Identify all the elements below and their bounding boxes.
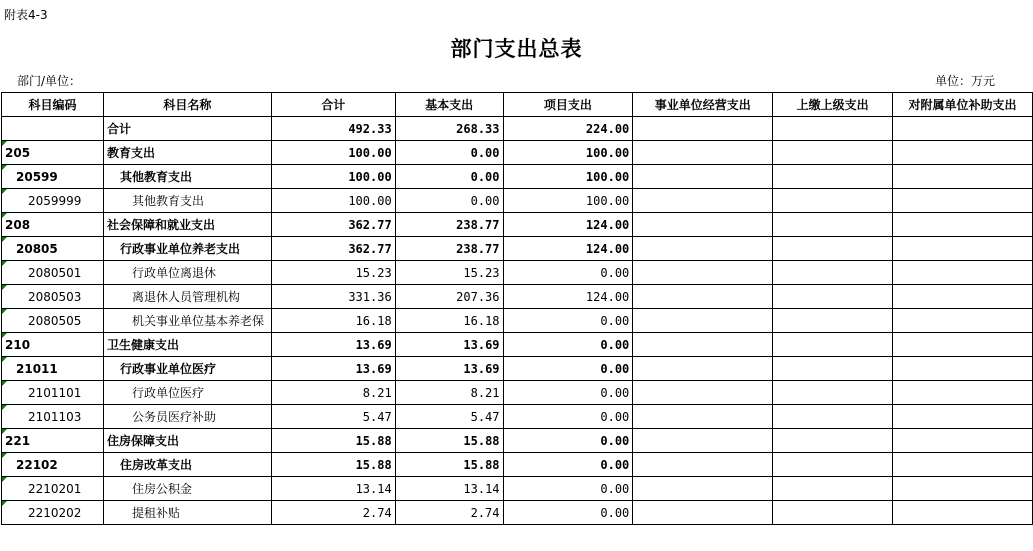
cell-marker-icon xyxy=(2,501,7,506)
cell-total[interactable]: 15.88 xyxy=(271,453,395,477)
cell-code[interactable] xyxy=(2,141,104,165)
cell-business[interactable] xyxy=(633,453,773,477)
cell-name[interactable]: 卫生健康支出 xyxy=(103,333,271,357)
table-row xyxy=(2,501,1033,525)
cell-remit[interactable] xyxy=(773,285,893,309)
cell-remit[interactable] xyxy=(773,477,893,501)
page-title: 部门支出总表 xyxy=(450,37,583,61)
col-header-project[interactable]: 项目支出 xyxy=(503,93,633,117)
cell-project[interactable]: 0.00 xyxy=(503,333,633,357)
cell-basic[interactable]: 16.18 xyxy=(395,309,503,333)
cell-code[interactable] xyxy=(2,501,104,525)
table-row xyxy=(2,165,1033,189)
cell-project[interactable]: 0.00 xyxy=(503,381,633,405)
cell-code-text: 20805 xyxy=(16,241,58,256)
cell-total[interactable]: 13.14 xyxy=(271,477,395,501)
cell-name[interactable]: 行政事业单位医疗 xyxy=(103,357,271,381)
cell-total[interactable]: 16.18 xyxy=(271,309,395,333)
cell-marker-icon xyxy=(2,333,7,338)
cell-code-text: 21011 xyxy=(16,361,58,376)
cell-project[interactable]: 0.00 xyxy=(503,501,633,525)
table-row xyxy=(2,141,1033,165)
cell-project[interactable]: 0.00 xyxy=(503,357,633,381)
cell-remit[interactable] xyxy=(773,381,893,405)
table-row xyxy=(2,261,1033,285)
cell-code-text: 2080501 xyxy=(28,265,82,280)
cell-basic[interactable]: 2.74 xyxy=(395,501,503,525)
cell-name[interactable]: 教育支出 xyxy=(103,141,271,165)
cell-code-text: 221 xyxy=(5,433,31,448)
col-header-subsidy[interactable]: 对附属单位补助支出 xyxy=(893,93,1033,117)
cell-subsidy[interactable] xyxy=(893,141,1033,165)
cell-total[interactable]: 100.00 xyxy=(271,141,395,165)
cell-basic[interactable]: 15.88 xyxy=(395,453,503,477)
cell-subsidy[interactable] xyxy=(893,429,1033,453)
cell-name[interactable]: 住房公积金 xyxy=(103,477,271,501)
cell-name[interactable]: 提租补贴 xyxy=(103,501,271,525)
table-row xyxy=(2,477,1033,501)
cell-remit[interactable] xyxy=(773,237,893,261)
cell-name[interactable]: 行政事业单位养老支出 xyxy=(103,237,271,261)
cell-code-text: 20599 xyxy=(16,169,58,184)
cell-name[interactable]: 公务员医疗补助 xyxy=(103,405,271,429)
cell-total[interactable]: 100.00 xyxy=(271,189,395,213)
table-row xyxy=(2,333,1033,357)
cell-name[interactable]: 机关事业单位基本养老保 xyxy=(103,309,271,333)
cell-remit[interactable] xyxy=(773,189,893,213)
expenditure-table xyxy=(1,92,1033,525)
cell-code-text: 2210202 xyxy=(28,505,82,520)
cell-name[interactable]: 社会保障和就业支出 xyxy=(103,213,271,237)
table-row xyxy=(2,189,1033,213)
cell-subsidy[interactable] xyxy=(893,309,1033,333)
cell-subsidy[interactable] xyxy=(893,453,1033,477)
cell-code[interactable] xyxy=(2,117,104,141)
table-row xyxy=(2,237,1033,261)
cell-marker-icon xyxy=(2,429,7,434)
cell-marker-icon xyxy=(2,477,7,482)
cell-total[interactable]: 2.74 xyxy=(271,501,395,525)
cell-project[interactable]: 100.00 xyxy=(503,165,633,189)
cell-remit[interactable] xyxy=(773,261,893,285)
cell-subsidy[interactable] xyxy=(893,189,1033,213)
cell-marker-icon xyxy=(2,285,7,290)
cell-subsidy[interactable] xyxy=(893,477,1033,501)
cell-name[interactable]: 其他教育支出 xyxy=(103,165,271,189)
cell-marker-icon xyxy=(2,261,7,266)
cell-marker-icon xyxy=(2,309,7,314)
cell-code-text: 2080505 xyxy=(28,313,82,328)
col-header-name[interactable]: 科目名称 xyxy=(103,93,271,117)
cell-code[interactable] xyxy=(2,333,104,357)
cell-marker-icon xyxy=(2,381,7,386)
cell-basic[interactable]: 13.69 xyxy=(395,333,503,357)
cell-remit[interactable] xyxy=(773,501,893,525)
cell-subsidy[interactable] xyxy=(893,237,1033,261)
cell-marker-icon xyxy=(2,213,7,218)
cell-code-text: 2101101 xyxy=(28,385,82,400)
cell-business[interactable] xyxy=(633,213,773,237)
table-row xyxy=(2,309,1033,333)
cell-remit[interactable] xyxy=(773,333,893,357)
cell-marker-icon xyxy=(2,237,7,242)
cell-code-text: 2101103 xyxy=(28,409,82,424)
cell-marker-icon xyxy=(2,453,7,458)
cell-business[interactable] xyxy=(633,405,773,429)
cell-name[interactable]: 行政单位离退休 xyxy=(103,261,271,285)
cell-project[interactable]: 0.00 xyxy=(503,453,633,477)
cell-business[interactable] xyxy=(633,309,773,333)
cell-code[interactable] xyxy=(2,357,104,381)
cell-remit[interactable] xyxy=(773,453,893,477)
cell-project[interactable]: 124.00 xyxy=(503,213,633,237)
table-row xyxy=(2,429,1033,453)
cell-project[interactable]: 0.00 xyxy=(503,477,633,501)
cell-subsidy[interactable] xyxy=(893,285,1033,309)
cell-marker-icon xyxy=(2,357,7,362)
cell-business[interactable] xyxy=(633,117,773,141)
cell-total[interactable]: 492.33 xyxy=(271,117,395,141)
unit-label: 单位：万元 xyxy=(934,74,995,88)
cell-code[interactable] xyxy=(2,453,104,477)
cell-code[interactable] xyxy=(2,165,104,189)
cell-name[interactable]: 住房改革支出 xyxy=(103,453,271,477)
cell-total[interactable]: 362.77 xyxy=(271,213,395,237)
cell-code-text: 22102 xyxy=(16,457,58,472)
cell-subsidy[interactable] xyxy=(893,381,1033,405)
cell-basic[interactable]: 0.00 xyxy=(395,165,503,189)
cell-total[interactable]: 331.36 xyxy=(271,285,395,309)
cell-remit[interactable] xyxy=(773,213,893,237)
cell-marker-icon xyxy=(2,405,7,410)
cell-remit[interactable] xyxy=(773,165,893,189)
cell-code[interactable] xyxy=(2,213,104,237)
cell-name[interactable]: 合计 xyxy=(103,117,271,141)
cell-business[interactable] xyxy=(633,357,773,381)
cell-basic[interactable]: 268.33 xyxy=(395,117,503,141)
cell-basic[interactable]: 8.21 xyxy=(395,381,503,405)
annex-label: 附表4-3 xyxy=(4,8,48,22)
table-row xyxy=(2,405,1033,429)
cell-business[interactable] xyxy=(633,237,773,261)
col-header-remit[interactable]: 上缴上级支出 xyxy=(773,93,893,117)
cell-code[interactable] xyxy=(2,285,104,309)
cell-subsidy[interactable] xyxy=(893,357,1033,381)
cell-remit[interactable] xyxy=(773,429,893,453)
cell-business[interactable] xyxy=(633,141,773,165)
department-label: 部门/单位： xyxy=(17,74,82,88)
cell-name[interactable]: 行政单位医疗 xyxy=(103,381,271,405)
cell-total[interactable]: 13.69 xyxy=(271,357,395,381)
cell-remit[interactable] xyxy=(773,405,893,429)
cell-remit[interactable] xyxy=(773,117,893,141)
col-header-total[interactable]: 合计 xyxy=(271,93,395,117)
cell-business[interactable] xyxy=(633,333,773,357)
cell-business[interactable] xyxy=(633,501,773,525)
cell-subsidy[interactable] xyxy=(893,333,1033,357)
cell-project[interactable]: 100.00 xyxy=(503,189,633,213)
cell-code[interactable] xyxy=(2,405,104,429)
cell-business[interactable] xyxy=(633,429,773,453)
cell-basic[interactable]: 0.00 xyxy=(395,141,503,165)
col-header-code[interactable]: 科目编码 xyxy=(2,93,104,117)
cell-project[interactable]: 0.00 xyxy=(503,309,633,333)
cell-code-text: 205 xyxy=(5,145,31,160)
cell-basic[interactable]: 13.14 xyxy=(395,477,503,501)
cell-total[interactable]: 15.23 xyxy=(271,261,395,285)
cell-business[interactable] xyxy=(633,165,773,189)
cell-subsidy[interactable] xyxy=(893,165,1033,189)
table-row xyxy=(2,453,1033,477)
cell-subsidy[interactable] xyxy=(893,405,1033,429)
cell-code[interactable] xyxy=(2,189,104,213)
cell-name[interactable]: 住房保障支出 xyxy=(103,429,271,453)
cell-basic[interactable]: 238.77 xyxy=(395,213,503,237)
cell-project[interactable]: 0.00 xyxy=(503,429,633,453)
header-row xyxy=(2,93,1033,117)
cell-code-text: 208 xyxy=(5,217,31,232)
table-row xyxy=(2,213,1033,237)
cell-total[interactable]: 5.47 xyxy=(271,405,395,429)
cell-code[interactable] xyxy=(2,381,104,405)
cell-code[interactable] xyxy=(2,309,104,333)
cell-project[interactable]: 124.00 xyxy=(503,285,633,309)
table-row xyxy=(2,117,1033,141)
cell-business[interactable] xyxy=(633,477,773,501)
cell-code[interactable] xyxy=(2,237,104,261)
cell-business[interactable] xyxy=(633,285,773,309)
cell-marker-icon xyxy=(2,189,7,194)
cell-basic[interactable]: 15.23 xyxy=(395,261,503,285)
cell-subsidy[interactable] xyxy=(893,261,1033,285)
cell-code-text: 2059999 xyxy=(28,193,82,208)
cell-basic[interactable]: 5.47 xyxy=(395,405,503,429)
cell-basic[interactable]: 238.77 xyxy=(395,237,503,261)
table-row xyxy=(2,357,1033,381)
cell-total[interactable]: 8.21 xyxy=(271,381,395,405)
cell-project[interactable]: 124.00 xyxy=(503,237,633,261)
cell-name[interactable]: 其他教育支出 xyxy=(103,189,271,213)
cell-basic[interactable]: 15.88 xyxy=(395,429,503,453)
cell-business[interactable] xyxy=(633,189,773,213)
cell-total[interactable]: 100.00 xyxy=(271,165,395,189)
cell-business[interactable] xyxy=(633,261,773,285)
cell-business[interactable] xyxy=(633,381,773,405)
cell-total[interactable]: 362.77 xyxy=(271,237,395,261)
cell-marker-icon xyxy=(2,165,7,170)
cell-total[interactable]: 13.69 xyxy=(271,333,395,357)
table-row xyxy=(2,381,1033,405)
cell-subsidy[interactable] xyxy=(893,117,1033,141)
col-header-business[interactable]: 事业单位经营支出 xyxy=(633,93,773,117)
cell-basic[interactable]: 0.00 xyxy=(395,189,503,213)
cell-project[interactable]: 0.00 xyxy=(503,261,633,285)
table-row xyxy=(2,285,1033,309)
cell-subsidy[interactable] xyxy=(893,213,1033,237)
cell-code-text: 2080503 xyxy=(28,289,82,304)
cell-basic[interactable]: 13.69 xyxy=(395,357,503,381)
cell-total[interactable]: 15.88 xyxy=(271,429,395,453)
cell-subsidy[interactable] xyxy=(893,501,1033,525)
cell-code[interactable] xyxy=(2,261,104,285)
cell-project[interactable]: 224.00 xyxy=(503,117,633,141)
cell-code[interactable] xyxy=(2,477,104,501)
cell-name[interactable]: 离退休人员管理机构 xyxy=(103,285,271,309)
cell-project[interactable]: 0.00 xyxy=(503,405,633,429)
col-header-basic[interactable]: 基本支出 xyxy=(395,93,503,117)
cell-remit[interactable] xyxy=(773,357,893,381)
cell-marker-icon xyxy=(2,141,7,146)
cell-project[interactable]: 100.00 xyxy=(503,141,633,165)
cell-code-text: 210 xyxy=(5,337,31,352)
cell-code-text: 2210201 xyxy=(28,481,82,496)
cell-remit[interactable] xyxy=(773,309,893,333)
cell-code[interactable] xyxy=(2,429,104,453)
cell-remit[interactable] xyxy=(773,141,893,165)
cell-basic[interactable]: 207.36 xyxy=(395,285,503,309)
